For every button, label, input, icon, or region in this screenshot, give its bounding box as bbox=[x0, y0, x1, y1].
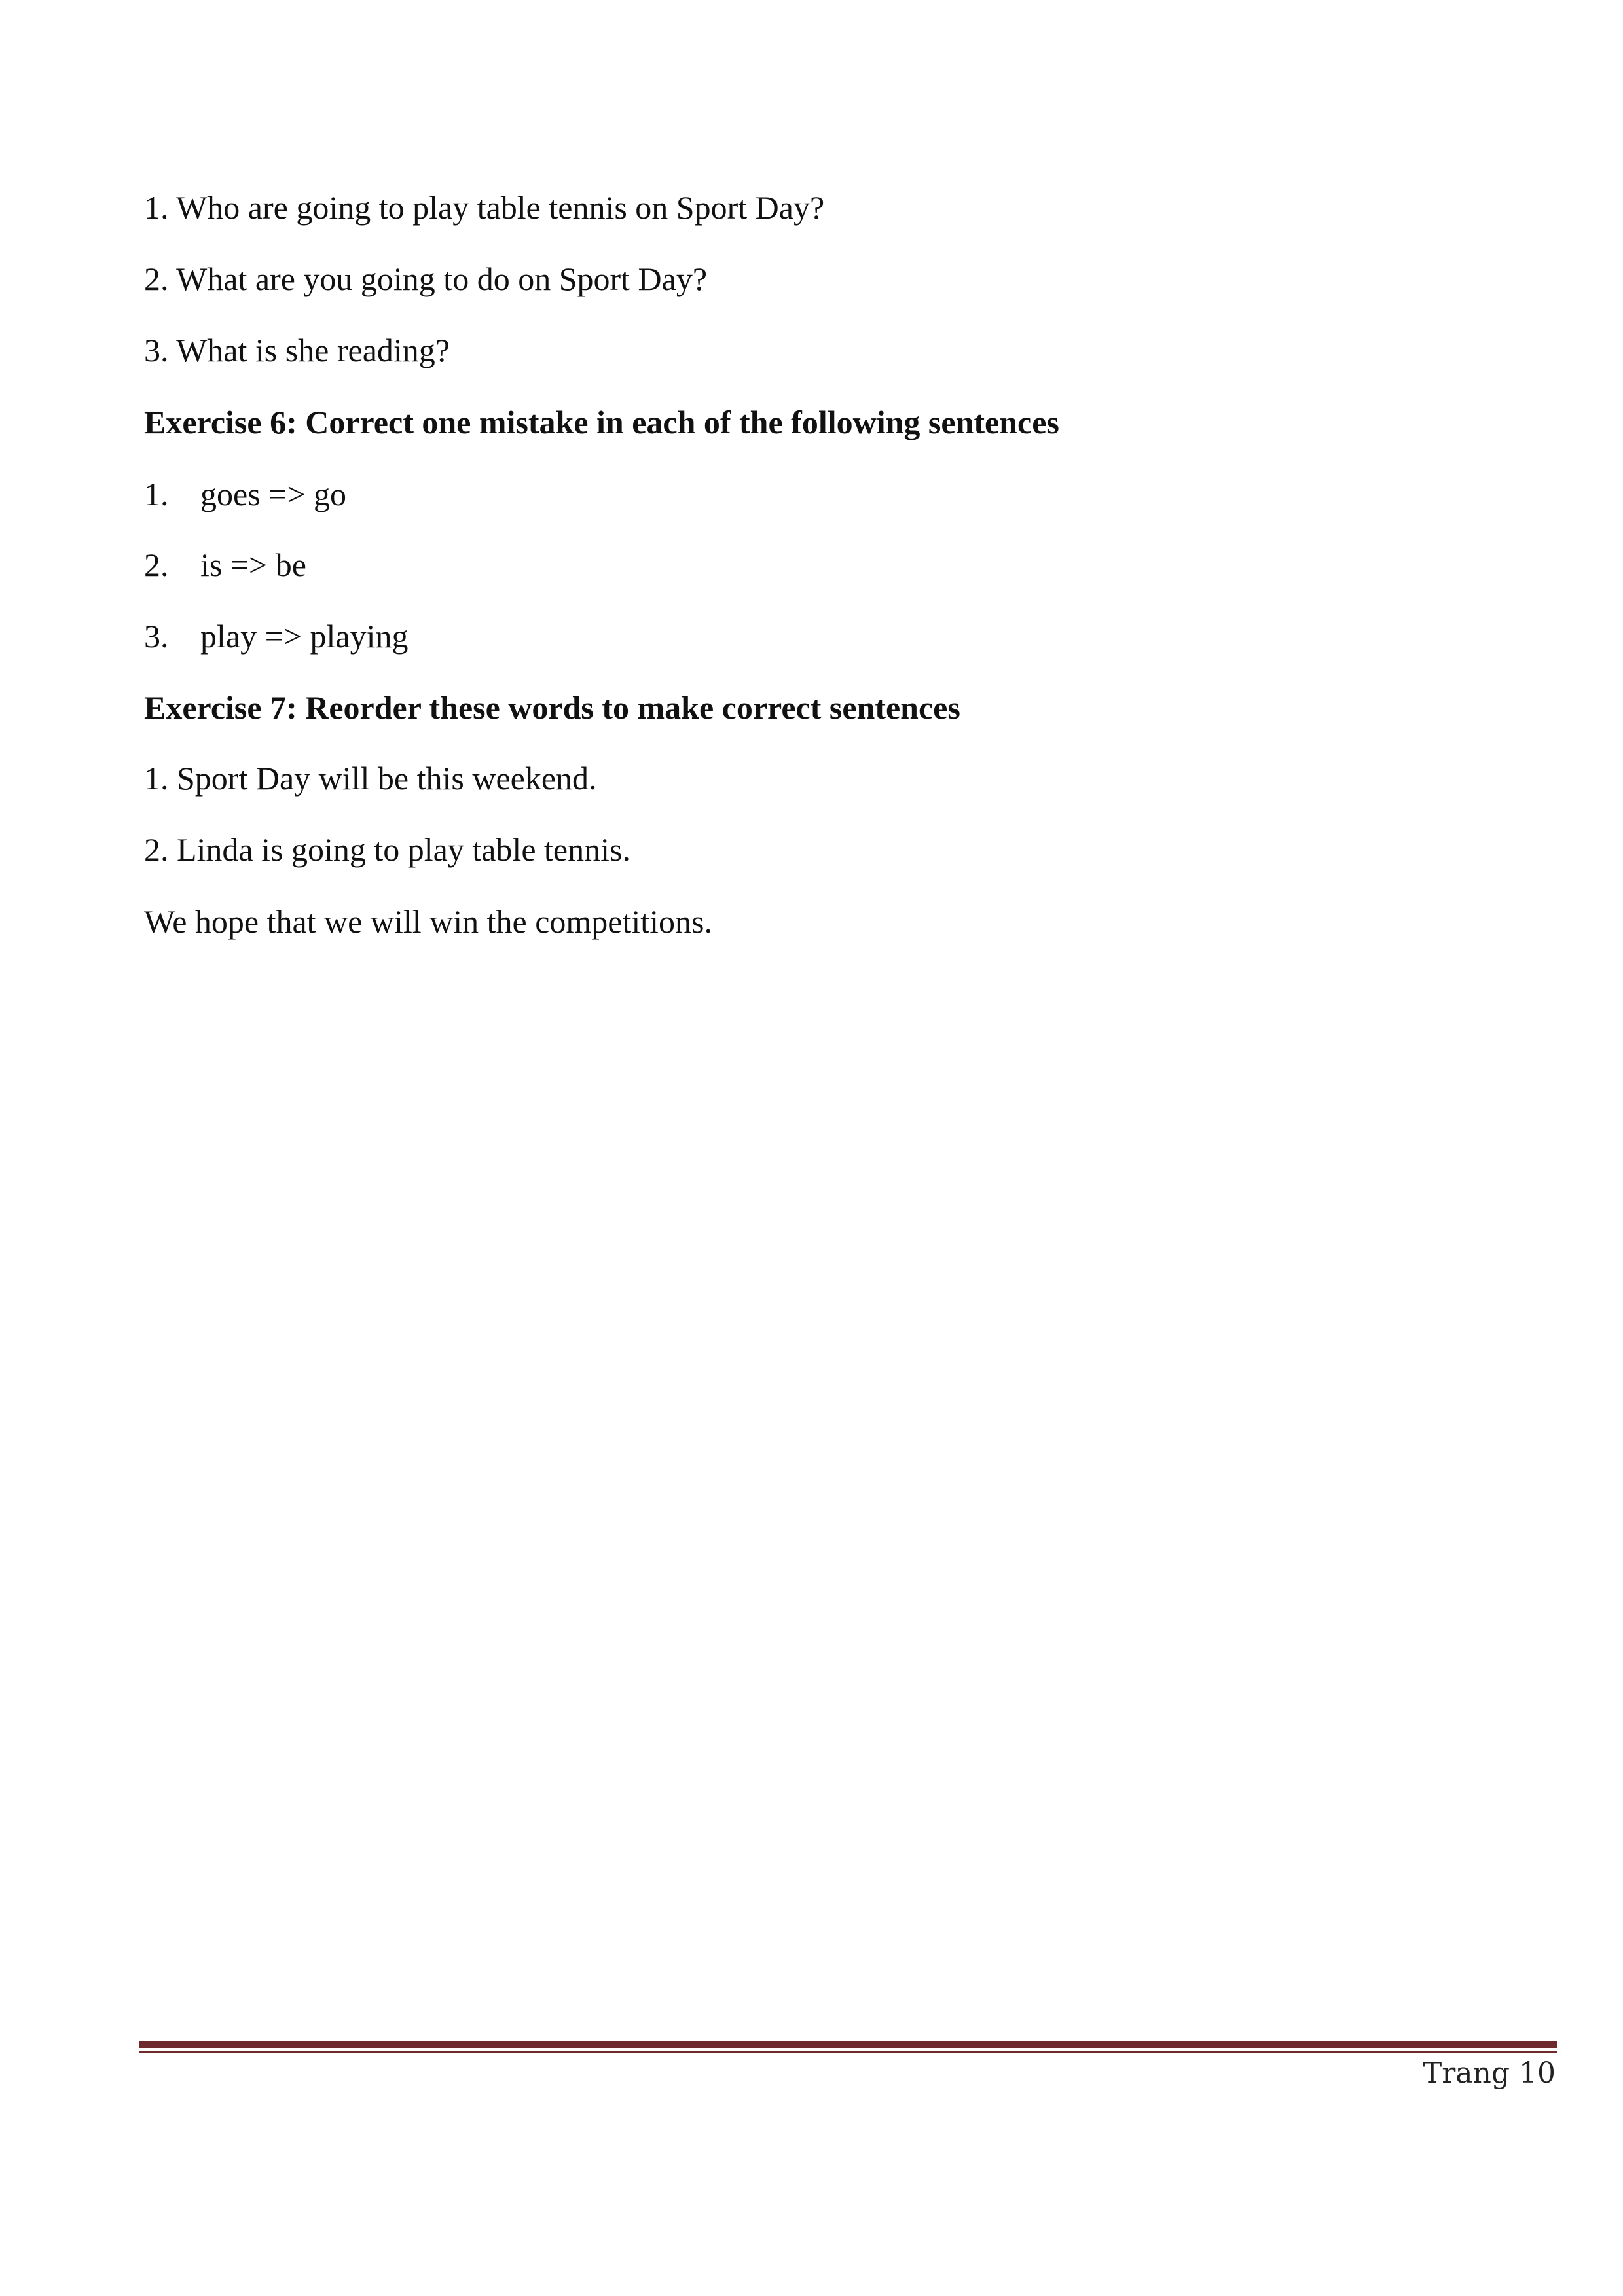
exercise-7-item: 2. Linda is going to play table tennis. bbox=[144, 831, 630, 868]
item-number: 1. bbox=[144, 476, 169, 512]
question-1: 1. Who are going to play table tennis on Sport Day? bbox=[144, 189, 825, 226]
item-number: 3. bbox=[144, 618, 169, 655]
exercise-6-item bbox=[144, 617, 408, 656]
item-text: play => playing bbox=[200, 618, 409, 655]
item-text: goes => go bbox=[200, 476, 347, 512]
question-3: 3. What is she reading? bbox=[144, 332, 450, 368]
exercise-7-item: 1. Sport Day will be this weekend. bbox=[144, 760, 597, 797]
item-number: 2. bbox=[144, 547, 169, 583]
question-2: 2. What are you going to do on Sport Day? bbox=[144, 260, 708, 297]
exercise-6-item bbox=[144, 545, 306, 584]
exercise-6-heading: Exercise 6: Correct one mistake in each of the following sentences bbox=[144, 404, 1059, 440]
page-number: Trang 10 bbox=[1422, 2056, 1556, 2090]
footer-rule-thin bbox=[139, 2051, 1557, 2053]
exercise-6-item bbox=[144, 475, 346, 514]
exercise-7-heading: Exercise 7: Reorder these words to make correct sentences bbox=[144, 689, 960, 726]
item-text: is => be bbox=[200, 547, 306, 583]
footer-rule-thick bbox=[139, 2041, 1557, 2048]
exercise-7-item: We hope that we will win the competitions. bbox=[144, 903, 713, 940]
